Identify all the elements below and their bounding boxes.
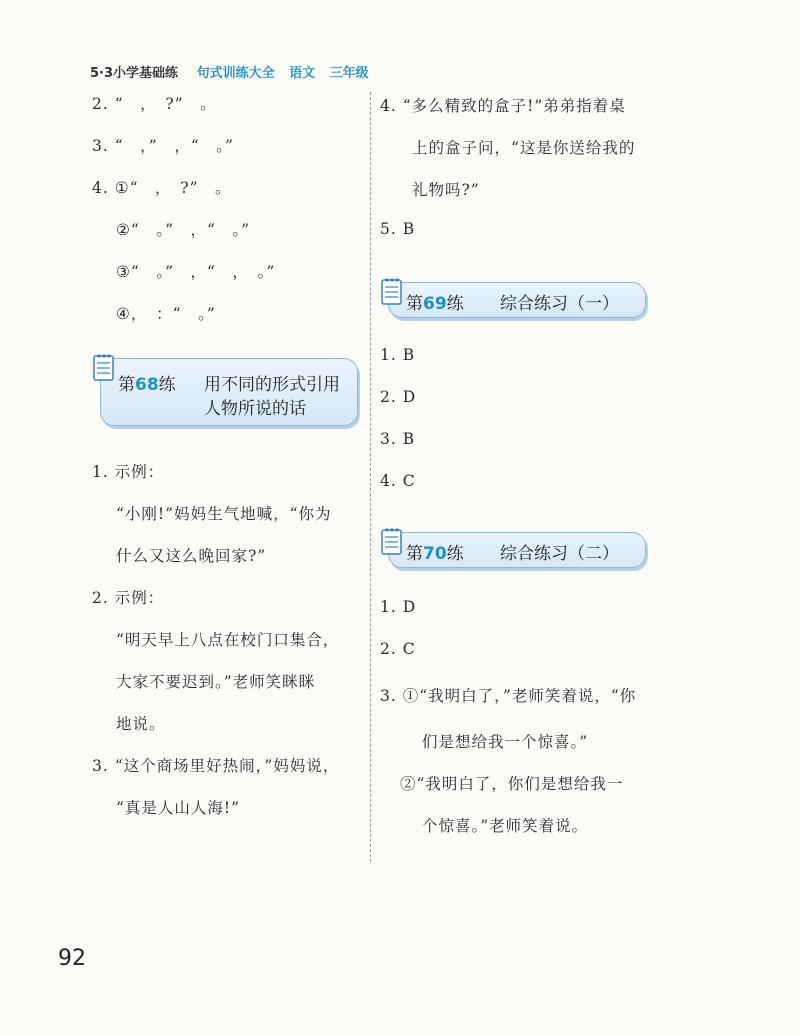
section-prefix: 第: [406, 544, 423, 564]
answer-line: 个惊喜。”老师笑着说。: [422, 817, 589, 835]
page-number: 92: [58, 946, 86, 971]
answer-line: 什么又这么晚回家?”: [116, 547, 267, 565]
answer-line: 大家不要迟到。”老师笑眯眯: [116, 673, 316, 691]
answer-line: ②“ 。” ，“ 。”: [116, 221, 251, 239]
section-num: 68: [135, 375, 159, 395]
answer-line: 4. ①“ ， ?” 。: [92, 179, 232, 197]
answer-line: 上的盒子问，“这是你送给我的: [412, 139, 636, 157]
answer-line: 地说。: [116, 715, 166, 733]
answer-line: ③“ 。” ，“ ， 。”: [116, 263, 276, 281]
answer-line: 2. “ ， ?” 。: [92, 95, 217, 113]
section-suffix: 练: [446, 544, 464, 564]
answer-line: 3. B: [380, 430, 416, 448]
page-header: [90, 62, 369, 81]
notepad-icon: [380, 526, 404, 556]
answer-line: “真是人山人海!”: [116, 799, 241, 817]
section-suffix: 练: [446, 294, 464, 314]
column-divider: [370, 92, 371, 862]
brand-label: 5·3小学基础练: [90, 66, 179, 81]
section-num: 69: [423, 294, 447, 314]
section-title: 综合练习（一）: [500, 294, 619, 314]
section-prefix: 第: [406, 294, 423, 314]
answer-line: ②“我明白了，你们是想给我一: [400, 775, 624, 793]
answer-line: 礼物吗?”: [412, 181, 480, 199]
series-title: 句式训练大全: [196, 66, 275, 81]
answer-line: 1. D: [380, 598, 417, 616]
section-title-line2: 人物所说的话: [204, 399, 306, 419]
notepad-icon: [92, 352, 116, 382]
answer-line: “小刚!”妈妈生气地喊，“你为: [116, 505, 332, 523]
notepad-icon: [380, 276, 404, 306]
answer-line: 1. B: [380, 346, 416, 364]
section-number: [406, 289, 464, 314]
answer-line: 2. D: [380, 388, 417, 406]
answer-line: 们是想给我一个惊喜。”: [422, 733, 589, 751]
section-69-banner: [388, 282, 646, 318]
section-title: 综合练习（二）: [500, 544, 619, 564]
subject-label: 语文: [289, 66, 316, 81]
answer-line: 3. “ ，” ，“ 。”: [92, 137, 234, 155]
answer-line: 3. ①“我明白了，”老师笑着说，“你: [380, 687, 637, 705]
answer-line: 4. “多么精致的盒子!”弟弟指着桌: [380, 97, 626, 115]
answer-line: “明天早上八点在校门口集合，: [116, 631, 340, 649]
section-number: [406, 539, 464, 564]
answer-line: 4. C: [380, 472, 416, 490]
section-num: 70: [423, 544, 447, 564]
section-68-banner: [100, 358, 358, 426]
section-prefix: 第: [118, 375, 135, 395]
section-number: [118, 370, 176, 395]
answer-line: 2. 示例：: [92, 589, 165, 607]
section-70-banner: [388, 532, 646, 568]
section-title-line1: 用不同的形式引用: [204, 375, 340, 395]
grade-label: 三年级: [329, 66, 369, 81]
answer-line: ④， ：“ 。”: [116, 305, 216, 323]
answer-line: 2. C: [380, 640, 416, 658]
answer-line: 1. 示例：: [92, 463, 165, 481]
section-suffix: 练: [158, 375, 176, 395]
answer-line: 5. B: [380, 220, 416, 238]
answer-line: 3. “这个商场里好热闹，”妈妈说，: [92, 757, 340, 775]
